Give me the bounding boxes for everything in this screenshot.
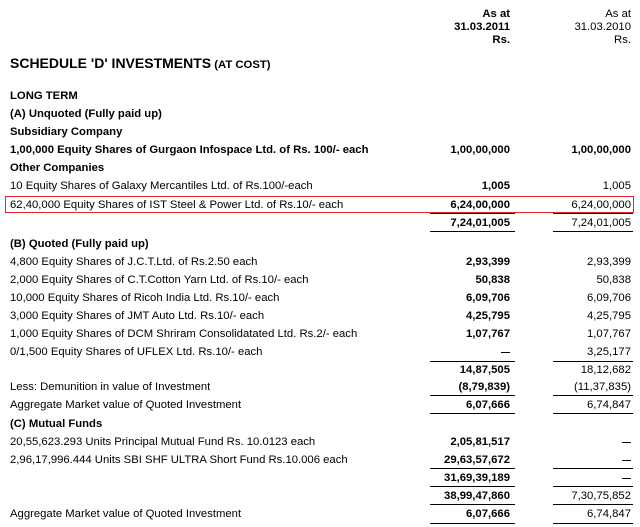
row-label: 2,000 Equity Shares of C.T.Cotton Yarn Ltd. of Rs.10/- each [10, 274, 309, 286]
value-2010: 6,24,00,000 [571, 199, 631, 211]
table-row [0, 506, 640, 522]
table-row [0, 178, 640, 194]
row-label: 10,000 Equity Shares of Ricoh India Ltd. Rs.10/- each [10, 292, 280, 304]
schedule-title [10, 55, 271, 71]
value-2011: 50,838 [475, 274, 510, 286]
col-header-2010-line1: As at [605, 8, 631, 20]
value-2011: 7,24,01,005 [450, 217, 510, 229]
other-companies-heading [0, 160, 640, 176]
col-header-2010-line2: 31.03.2010 [574, 21, 631, 33]
value-2011: (8,79,839) [458, 381, 510, 393]
value-2011: 6,07,666 [466, 399, 510, 411]
col-header-2011-line1: As at [482, 8, 510, 20]
row-label: 3,000 Equity Shares of JMT Auto Ltd. Rs.10/- each [10, 310, 265, 322]
value-2011: 1,005 [481, 180, 510, 192]
value-2010: 7,24,01,005 [571, 217, 631, 229]
table-row [0, 434, 640, 450]
table-row [0, 344, 640, 360]
section-a-heading [0, 106, 640, 122]
total-rule-2010 [553, 395, 633, 396]
value-2010: 6,09,706 [587, 292, 631, 304]
long-term-heading [0, 88, 640, 104]
value-2010: 3,25,177 [587, 346, 631, 358]
table-row [0, 397, 640, 413]
col-header-2011-line3: Rs. [492, 34, 510, 46]
total-rule-2010 [553, 504, 633, 505]
row-label: 4,800 Equity Shares of J.C.T.Ltd. of Rs.2.50 each [10, 256, 258, 268]
subtotal-row [0, 470, 640, 486]
row-label: Less: Demunition in value of Investment [10, 381, 211, 393]
section-a-label: (A) Unquoted (Fully paid up) [10, 108, 162, 120]
value-2011: 6,09,706 [466, 292, 510, 304]
value-2010: 1,07,767 [587, 328, 631, 340]
row-label: 20,55,623.293 Units Principal Mutual Fund Rs. 10.0123 each [10, 436, 316, 448]
table-row [0, 379, 640, 395]
value-2011: 4,25,795 [466, 310, 510, 322]
table-row [0, 142, 640, 158]
dash-mark [501, 344, 510, 360]
value-2010: 50,838 [596, 274, 631, 286]
col-header-2011 [454, 8, 510, 47]
total-rule-2010 [553, 213, 633, 214]
value-2011: 31,69,39,189 [444, 472, 510, 484]
total-rule-2010 [553, 413, 633, 414]
value-2011: 6,07,666 [466, 508, 510, 520]
table-row [0, 308, 640, 324]
value-2011: 38,99,47,860 [444, 490, 510, 502]
grand-total-row [0, 488, 640, 504]
value-2011: 14,87,505 [459, 364, 510, 376]
other-companies-label: Other Companies [10, 162, 105, 174]
row-label: 10 Equity Shares of Galaxy Mercantiles Ltd. of Rs.100/-each [10, 180, 313, 192]
long-term-label: LONG TERM [10, 90, 78, 102]
value-2011: 6,24,00,000 [450, 199, 510, 211]
value-2010: 6,74,847 [587, 399, 631, 411]
col-header-2011-line2: 31.03.2011 [454, 21, 510, 33]
total-rule-2011 [430, 213, 515, 214]
table-row-highlighted [0, 197, 640, 213]
schedule-title-main: SCHEDULE 'D' INVESTMENTS [10, 55, 212, 71]
value-2011: 29,63,57,672 [444, 454, 510, 466]
value-2010: 18,12,682 [580, 364, 631, 376]
total-rule-2011 [430, 523, 515, 524]
total-rule-2011 [430, 486, 515, 487]
total-rule-2010 [553, 486, 633, 487]
row-label: 62,40,000 Equity Shares of IST Steel & Power Ltd. of Rs.10/- each [10, 199, 344, 211]
total-rule-2011 [430, 504, 515, 505]
subtotal-row [0, 362, 640, 378]
row-label: 1,00,000 Equity Shares of Gurgaon Infospace Ltd. of Rs. 100/- each [10, 144, 369, 156]
total-rule-2011 [430, 231, 515, 232]
section-b-label: (B) Quoted (Fully paid up) [10, 238, 149, 250]
value-2011: 2,93,399 [466, 256, 510, 268]
table-row [0, 452, 640, 468]
value-2010: 4,25,795 [587, 310, 631, 322]
table-row [0, 272, 640, 288]
value-2010: (11,37,835) [574, 381, 631, 393]
dash-mark [622, 452, 631, 468]
row-label: 2,96,17,996.444 Units SBI SHF ULTRA Short Fund Rs.10.006 each [10, 454, 348, 466]
value-2011: 1,00,00,000 [450, 144, 510, 156]
value-2010: 6,74,847 [587, 508, 631, 520]
subsidiary-label: Subsidiary Company [10, 126, 123, 138]
value-2010: 2,93,399 [587, 256, 631, 268]
row-label: 0/1,500 Equity Shares of UFLEX Ltd. Rs.10/- each [10, 346, 263, 358]
value-2010: 1,005 [602, 180, 631, 192]
table-row [0, 326, 640, 342]
subtotal-row [0, 215, 640, 231]
dash-mark [622, 434, 631, 450]
row-label: Aggregate Market value of Quoted Investment [10, 508, 242, 520]
total-rule-2011 [430, 395, 515, 396]
total-rule-2010 [553, 231, 633, 232]
dash-mark [622, 470, 631, 486]
col-header-2010-line3: Rs. [614, 34, 631, 46]
value-2010: 7,30,75,852 [571, 490, 631, 502]
schedule-title-sub: (AT COST) [211, 59, 271, 71]
total-rule-2011 [430, 468, 515, 469]
section-c-label: (C) Mutual Funds [10, 418, 103, 430]
total-rule-2011 [430, 413, 515, 414]
total-rule-2010 [553, 468, 633, 469]
subsidiary-heading [0, 124, 640, 140]
row-label: 1,000 Equity Shares of DCM Shriram Consolidatated Ltd. Rs.2/- each [10, 328, 358, 340]
section-b-heading [0, 236, 640, 252]
value-2010: 1,00,00,000 [571, 144, 631, 156]
section-c-heading [0, 416, 640, 432]
row-label: Aggregate Market value of Quoted Investment [10, 399, 242, 411]
table-row [0, 254, 640, 270]
col-header-2010 [574, 8, 631, 47]
value-2011: 2,05,81,517 [450, 436, 510, 448]
value-2011: 1,07,767 [466, 328, 510, 340]
total-rule-2010 [553, 523, 633, 524]
table-row [0, 290, 640, 306]
